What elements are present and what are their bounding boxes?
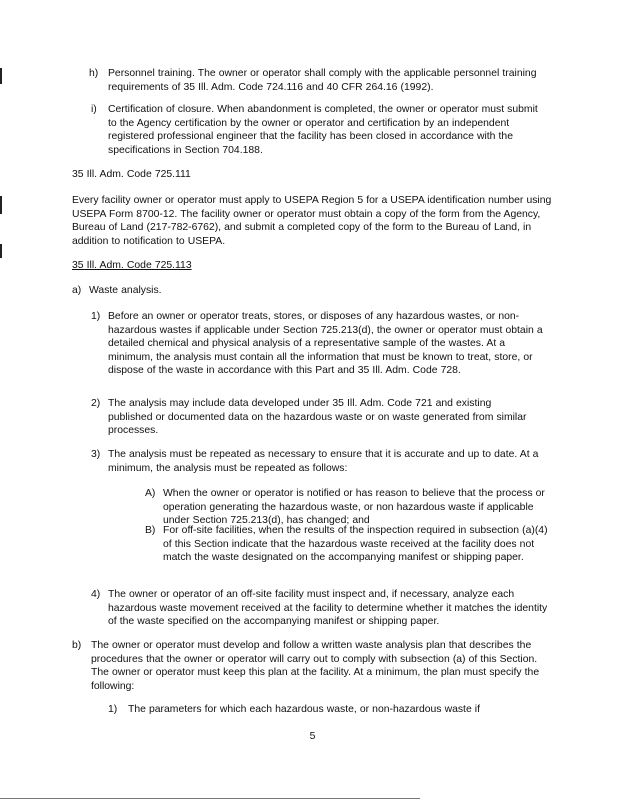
subsection-a-item-1-text: Before an owner or operator treats, stores, or disposes of any hazardous wastes, or non-hazardous wastes if applicable under Section 725.213(d), the owner or operator must obtain a detailed chemical and physical analysis of a representative sample of the wastes. At a minimum, the analysis must contain all the information that must be known to treat, store, or dispose of the waste in accordance with this Part and 35 Ill. Adm. Code 728. <box>108 311 543 377</box>
item-i-label: i) <box>91 104 97 115</box>
subsection-a-item-2-label: 2) <box>91 398 101 409</box>
scan-edge-mark-middle <box>0 196 2 214</box>
scan-edge-mark-top <box>0 68 2 84</box>
subsection-b-item-1-text: The parameters for which each hazardous waste, or non-hazardous waste if <box>128 704 480 715</box>
subsection-a-label: a) <box>72 285 82 296</box>
subsection-b-item-1-label: 1) <box>108 704 118 715</box>
subsection-a-item-4-text: The owner or operator of an off-site facility must inspect and, if necessary, analyze each hazardous waste movement received at the facility to determine whether it matches the identity of the waste specified on the accompanying manifest or shipping paper. <box>108 589 548 628</box>
subitem-A-text: When the owner or operator is notified or has reason to believe that the process or operation generating the hazardous waste, or non hazardous waste if applicable under Section 725.213(d), has changed; and <box>163 488 545 527</box>
page-number: 5 <box>309 731 316 742</box>
item-h-label: h) <box>89 68 99 79</box>
subitem-B-label: B) <box>145 525 156 536</box>
section-725-111-text: Every facility owner or operator must apply to USEPA Region 5 for a USEPA identification number using USEPA Form 8700-12. The facility owner or operator must obtain a copy of the form from the Agency, Bureau of Land (217-782-6762), and submit a completed copy of the form to the Bureau of Land, in addition to notification to USEPA. <box>72 195 552 247</box>
subsection-b-text: The owner or operator must develop and follow a written waste analysis plan that describes the procedures that the owner or operator will carry out to comply with subsection (a) of this Section. The owner or operator must keep this plan at the facility. At a minimum, the plan must specify the following: <box>91 640 540 692</box>
subsection-a-item-2-text: The analysis may include data developed under 35 Ill. Adm. Code 721 and existing published or documented data on the hazardous waste or on waste generated from similar processes. <box>108 398 527 437</box>
item-i-text: Certification of closure. When abandonment is completed, the owner or operator must submit to the Agency certification by the owner or operator and certification by an independent registered professional engineer that the facility has been closed in accordance with the specifications in Section 704.188. <box>108 104 538 156</box>
scan-edge-mark-lower <box>0 244 2 258</box>
subsection-a-text: Waste analysis. <box>89 285 162 296</box>
subsection-b-label: b) <box>72 640 82 651</box>
subsection-a-item-4-label: 4) <box>91 589 101 600</box>
subitem-B-text: For off-site facilities, when the results of the inspection required in subsection (a)(4) of this Section indicate that the hazardous waste received at the facility does not match the waste designated on the accompanying manifest or shipping paper. <box>163 525 548 564</box>
item-h-text: Personnel training. The owner or operator shall comply with the applicable personnel training requirements of 35 Ill. Adm. Code 724.116 and 40 CFR 264.16 (1992). <box>108 68 537 93</box>
section-725-111-heading: 35 Ill. Adm. Code 725.111 <box>72 169 191 180</box>
scan-edge-mark-bottom <box>0 798 420 799</box>
subsection-a-item-3-text: The analysis must be repeated as necessary to ensure that it is accurate and up to date. At a minimum, the analysis must be repeated as follows: <box>108 449 539 474</box>
section-725-113-heading: 35 Ill. Adm. Code 725.113 <box>72 260 192 271</box>
subsection-a-item-1-label: 1) <box>91 311 101 322</box>
subitem-A-label: A) <box>145 488 156 499</box>
subsection-a-item-3-label: 3) <box>91 449 101 460</box>
